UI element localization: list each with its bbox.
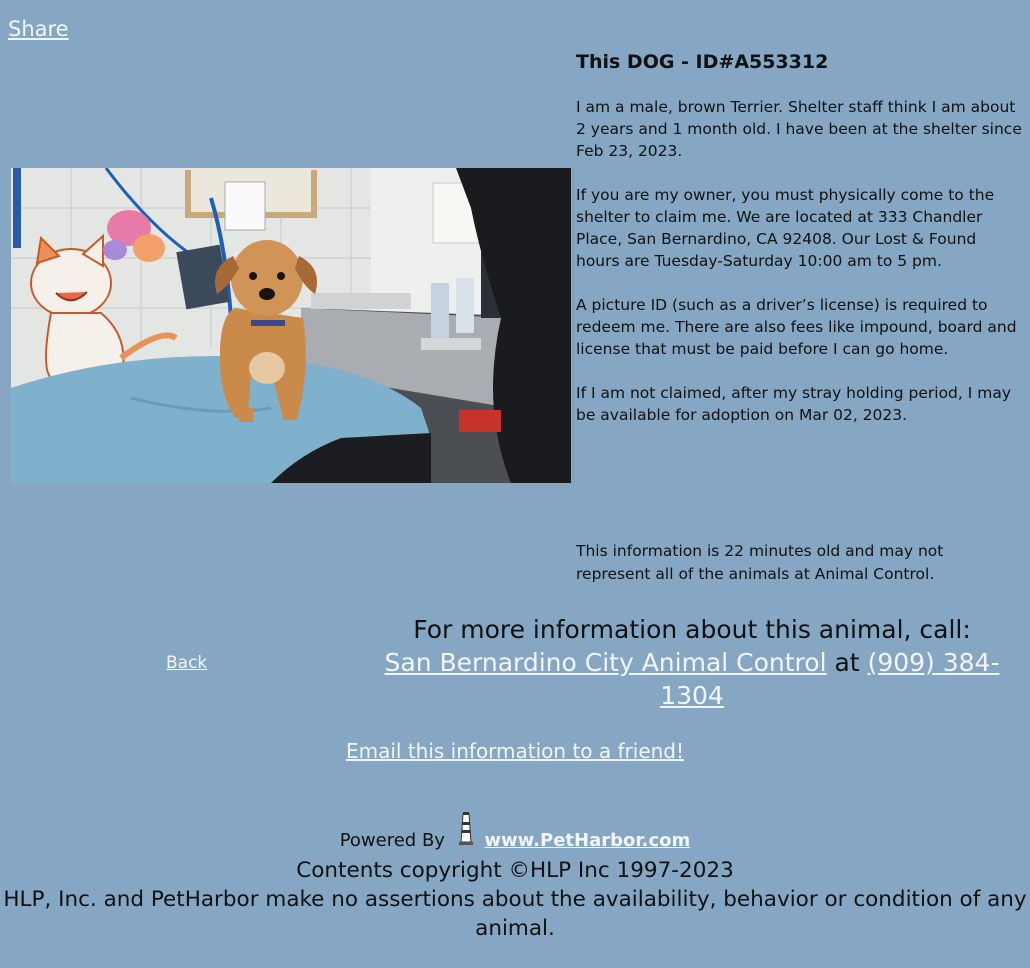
animal-title: This DOG - ID#A553312 (576, 51, 829, 73)
copyright: Contents copyright ©HLP Inc 1997-2023 (296, 858, 734, 883)
email-link-row (0, 739, 1030, 763)
email-friend-link[interactable]: Email this information to a friend! (345, 739, 685, 763)
animal-photo (11, 168, 571, 483)
contact-at: at (834, 648, 860, 677)
agency-link[interactable]: San Bernardino City Animal Control (384, 648, 827, 677)
adoption-availability: If I am not claimed, after my stray holding period, I may be available for adoption on Mar 02, 2023. (576, 384, 1012, 424)
back-link[interactable]: Back (166, 653, 208, 673)
contact-intro: For more information about this animal, call: (413, 615, 971, 644)
powered-by-label: Powered By (339, 830, 445, 851)
animal-description: I am a male, brown Terrier. Shelter staff think I am about 2 years and 1 month old. I have been at the shelter since Feb 23, 2023. (576, 98, 1022, 160)
redemption-requirements: A picture ID (such as a driver’s license) is required to redeem me. There are also fees like impound, board and license that must be paid before I can go home. (576, 296, 1017, 358)
powered-by (0, 812, 1030, 851)
share-link[interactable]: Share (8, 17, 69, 41)
contact-line (380, 646, 1004, 712)
disclaimer: HLP, Inc. and PetHarbor make no assertions about the availability, behavior or condition of any animal. (3, 887, 1027, 941)
petharbor-link[interactable]: www.PetHarbor.com (484, 830, 691, 851)
contact-info (380, 613, 1004, 712)
freshness-note: This information is 22 minutes old and may not represent all of the animals at Animal Control. (576, 542, 944, 583)
lighthouse-icon (457, 812, 475, 851)
phone-link[interactable]: (909) 384-1304 (660, 648, 1000, 710)
dog-photo-illustration (11, 168, 571, 483)
animal-details (576, 50, 1024, 448)
owner-claim-info: If you are my owner, you must physically come to the shelter to claim me. We are located at 333 Chandler Place, San Bernardino, CA 92408. Our Lost & Found hours are Tuesday-Saturday 10:00 am to 5 pm. (576, 186, 995, 270)
